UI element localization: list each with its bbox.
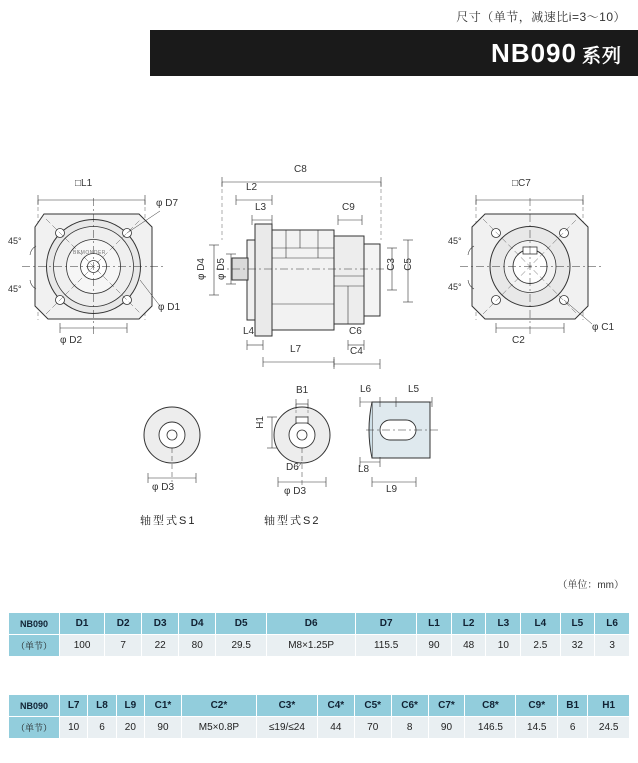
table2-value-l7: 10 [60,717,88,739]
table1-row-label-bottom: （单节） [9,635,60,657]
dim-label-c9: C9 [342,202,355,213]
table2-value-c8: 146.5 [465,717,516,739]
dim-label-d3-s2: φ D3 [284,486,307,497]
table2-value-c9: 14.5 [516,717,558,739]
table-row [9,717,630,739]
dim-label-d1: φ D1 [158,302,181,313]
dim-label-l1: □L1 [75,178,93,189]
dim-label-d2: φ D2 [60,335,83,346]
table1-header-l5: L5 [560,613,595,635]
angle-label-45-front-top: 45° [8,236,22,246]
brand-mark: BEMONDER [73,250,106,256]
table2-header-c4: C4* [317,695,354,717]
angle-label-45-front-bottom: 45° [8,284,22,294]
table1-value-l5: 32 [560,635,595,657]
header-subtitle: 尺寸（单节，减速比i=3～10） [456,10,626,24]
table1-header-l6: L6 [595,613,630,635]
table-row [9,695,630,717]
table1-header-l3: L3 [486,613,521,635]
table2-header-c5: C5* [354,695,391,717]
caption-shaft-type-s1: 轴型式S1 [140,515,197,527]
table2-header-l8: L8 [88,695,116,717]
table1-value-d2: 7 [105,635,142,657]
table1-header-d3: D3 [142,613,179,635]
table1-value-d7: 115.5 [356,635,417,657]
table-row [9,613,630,635]
table1-header-d6: D6 [267,613,356,635]
table1-header-l2: L2 [451,613,486,635]
technical-drawing [0,90,638,570]
table2-header-c2: C2* [181,695,256,717]
table2-value-c4: 44 [317,717,354,739]
table2-row-label-top: NB090 [9,695,60,717]
table2-value-l8: 6 [88,717,116,739]
table1-value-d4: 80 [179,635,216,657]
dim-label-c8: C8 [294,164,307,175]
dim-label-c1: φ C1 [592,322,615,333]
dim-label-c3: C3 [386,258,397,271]
table2-value-c2: M5×0.8P [181,717,256,739]
table1-header-l4: L4 [521,613,560,635]
table1-header-d2: D2 [105,613,142,635]
table2-value-c3: ≤19/≤24 [256,717,317,739]
table1-value-l6: 3 [595,635,630,657]
dim-label-d4: φ D4 [196,258,207,281]
table1-value-l3: 10 [486,635,521,657]
table2-header-l9: L9 [116,695,144,717]
page-title [491,38,622,69]
drawing-svg [0,90,638,570]
table2-header-c3: C3* [256,695,317,717]
dim-label-l7: L7 [290,344,302,355]
table2-header-c7: C7* [428,695,465,717]
table1-header-d7: D7 [356,613,417,635]
dim-label-c7: □C7 [512,178,531,189]
dim-label-d5: φ D5 [216,258,227,281]
page-title-model: NB090 [491,38,577,68]
dim-label-l4: L4 [243,326,255,337]
dim-label-c2: C2 [512,335,525,346]
table2-header-c9: C9* [516,695,558,717]
table1-header-d5: D5 [216,613,267,635]
spec-table-2 [8,694,630,739]
spec-table-1 [8,612,630,657]
unit-note: （单位：mm） [557,580,624,591]
table2-value-h1: 24.5 [588,717,630,739]
table2-header-b1: B1 [558,695,588,717]
table2-value-b1: 6 [558,717,588,739]
dim-label-d6: D6 [286,462,299,473]
angle-label-45-rear-bottom: 45° [448,282,462,292]
table1-value-d5: 29.5 [216,635,267,657]
table2-header-c8: C8* [465,695,516,717]
caption-shaft-type-s2: 轴型式S2 [264,515,321,527]
table2-row-label-bottom: （单节） [9,717,60,739]
table1-value-l2: 48 [451,635,486,657]
angle-label-45-rear-top: 45° [448,236,462,246]
table1-value-d3: 22 [142,635,179,657]
table2-value-c7: 90 [428,717,465,739]
table2-value-l9: 20 [116,717,144,739]
dim-label-l2: L2 [246,182,258,193]
table2-header-c6: C6* [391,695,428,717]
dim-label-c5: C5 [403,258,414,271]
dim-label-l5: L5 [408,384,420,395]
dim-label-l9: L9 [386,484,398,495]
page-title-series: 系列 [581,46,622,67]
dim-label-l6: L6 [360,384,372,395]
table2-value-c1: 90 [145,717,182,739]
table1-row-label-top: NB090 [9,613,60,635]
dim-label-b1: B1 [296,385,309,396]
dim-label-d7: φ D7 [156,198,179,209]
dim-label-h1: H1 [255,416,266,429]
table1-value-d6: M8×1.25P [267,635,356,657]
dim-label-l3: L3 [255,202,267,213]
table-row [9,635,630,657]
table2-header-c1: C1* [145,695,182,717]
table1-value-l4: 2.5 [521,635,560,657]
dim-label-d3-s1: φ D3 [152,482,175,493]
table2-value-c5: 70 [354,717,391,739]
table1-value-l1: 90 [417,635,452,657]
table2-header-h1: H1 [588,695,630,717]
dim-label-c4: C4 [350,346,363,357]
page-header [0,0,638,85]
table1-header-l1: L1 [417,613,452,635]
dim-label-c6: C6 [349,326,362,337]
table2-value-c6: 8 [391,717,428,739]
dim-label-l8: L8 [358,464,370,475]
table1-header-d4: D4 [179,613,216,635]
table2-header-l7: L7 [60,695,88,717]
table1-value-d1: 100 [60,635,105,657]
table1-header-d1: D1 [60,613,105,635]
